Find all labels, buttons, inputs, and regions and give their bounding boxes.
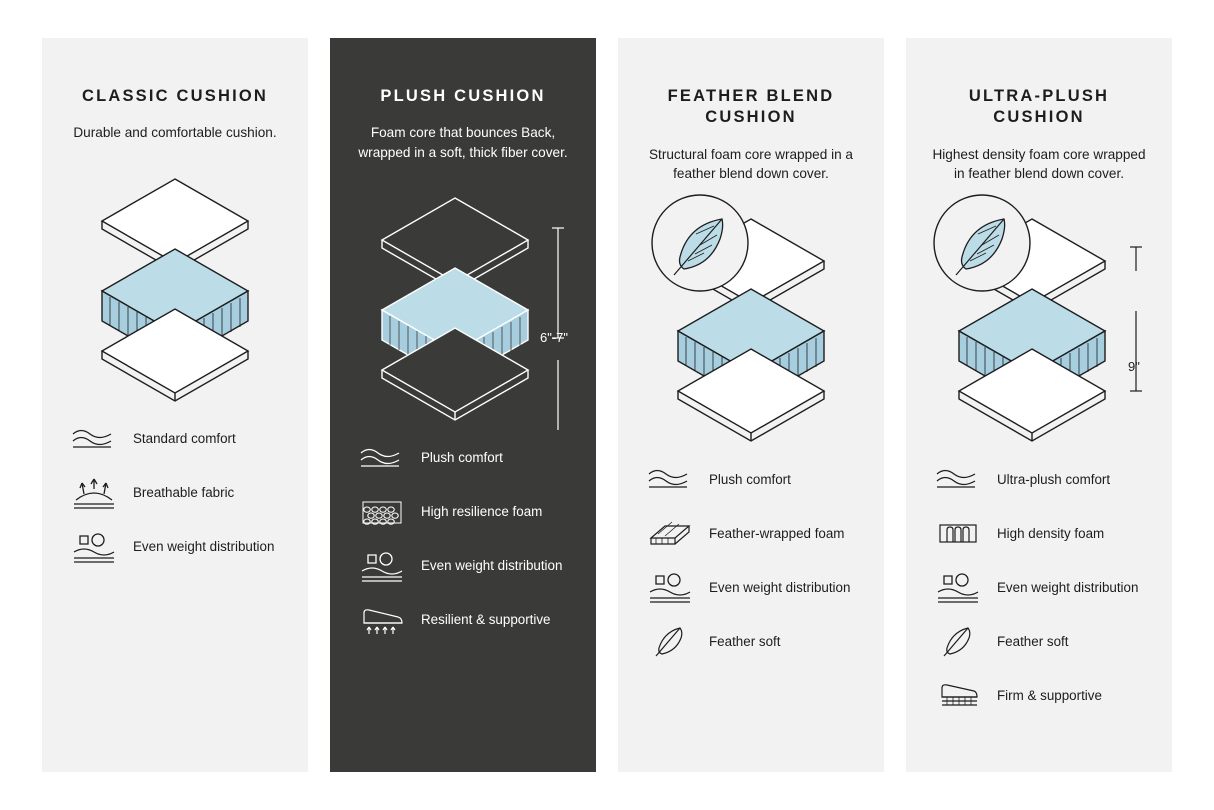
list-item-label: Ultra-plush comfort <box>997 471 1111 487</box>
list-item-label: High resilience foam <box>421 504 543 520</box>
list-item <box>69 475 281 511</box>
card-classic-cushion <box>42 38 308 772</box>
card-title: ULTRA-PLUSH CUSHION <box>968 87 1110 127</box>
card-feather-blend-cushion <box>618 38 884 772</box>
card-description: Structural foam core wrapped in a feather blend down cover. <box>648 146 853 182</box>
feather-icon <box>645 624 695 658</box>
feature-list <box>69 421 281 565</box>
list-item <box>933 569 1145 605</box>
cushion-layers-diagram <box>330 170 596 430</box>
list-item-label: Plush comfort <box>709 471 791 487</box>
list-item-label: Plush comfort <box>421 450 503 466</box>
list-item-label: Even weight distribution <box>997 579 1139 595</box>
list-item-label: Even weight distribution <box>133 538 275 554</box>
cushion-layers-diagram <box>906 191 1172 451</box>
card-description: Highest density foam core wrapped in feather blend down cover. <box>932 146 1146 182</box>
wave-lines-icon <box>357 441 407 475</box>
list-item <box>645 515 857 551</box>
list-item <box>357 548 569 584</box>
list-item <box>933 677 1145 713</box>
even-weight-icon <box>933 570 983 604</box>
list-item-label: Feather-wrapped foam <box>709 525 845 541</box>
honeycomb-foam-icon <box>357 495 407 529</box>
dense-foam-icon <box>933 516 983 550</box>
even-weight-icon <box>69 530 119 564</box>
cushion-layers-diagram <box>42 151 308 411</box>
list-item <box>69 529 281 565</box>
feature-list <box>357 440 569 638</box>
even-weight-icon <box>645 570 695 604</box>
list-item-label: Resilient & supportive <box>421 612 551 628</box>
wave-lines-icon <box>69 422 119 456</box>
feather-badge <box>652 195 748 291</box>
feather-badge <box>934 195 1030 291</box>
card-title: FEATHER BLEND CUSHION <box>667 87 835 127</box>
card-description: Foam core that bounces Back, wrapped in a soft, thick fiber cover. <box>358 125 568 160</box>
list-item-label: Standard comfort <box>133 430 236 446</box>
list-item-label: High density foam <box>997 525 1105 541</box>
list-item-label: Breathable fabric <box>133 484 235 500</box>
list-item <box>645 461 857 497</box>
list-item <box>645 569 857 605</box>
list-item <box>69 421 281 457</box>
firm-support-icon <box>933 678 983 712</box>
card-plush-cushion <box>330 38 596 772</box>
card-title: PLUSH CUSHION <box>380 87 546 105</box>
list-item-label: Even weight distribution <box>709 579 851 595</box>
breathable-fabric-icon <box>69 476 119 510</box>
card-ultra-plush-cushion <box>906 38 1172 772</box>
list-item-label: Firm & supportive <box>997 687 1102 703</box>
wave-lines-icon <box>933 462 983 496</box>
dimension-label: 6"-7" <box>540 330 569 346</box>
list-item-label: Feather soft <box>709 633 781 649</box>
card-description: Durable and comfortable cushion. <box>73 125 277 141</box>
list-item <box>357 440 569 476</box>
wrapped-foam-icon <box>645 516 695 550</box>
feather-icon <box>933 624 983 658</box>
wave-lines-icon <box>645 462 695 496</box>
card-title: CLASSIC CUSHION <box>81 87 269 105</box>
list-item <box>357 494 569 530</box>
list-item-label: Feather soft <box>997 633 1069 649</box>
even-weight-icon <box>357 549 407 583</box>
list-item <box>933 623 1145 659</box>
cushion-layers-diagram <box>618 191 884 451</box>
list-item-label: Even weight distribution <box>421 558 563 574</box>
feature-list <box>933 461 1145 713</box>
list-item <box>357 602 569 638</box>
list-item <box>933 515 1145 551</box>
feature-list <box>645 461 857 659</box>
resilient-support-icon <box>357 603 407 637</box>
dimension-label: 9" <box>1128 359 1140 375</box>
list-item <box>933 461 1145 497</box>
list-item <box>645 623 857 659</box>
